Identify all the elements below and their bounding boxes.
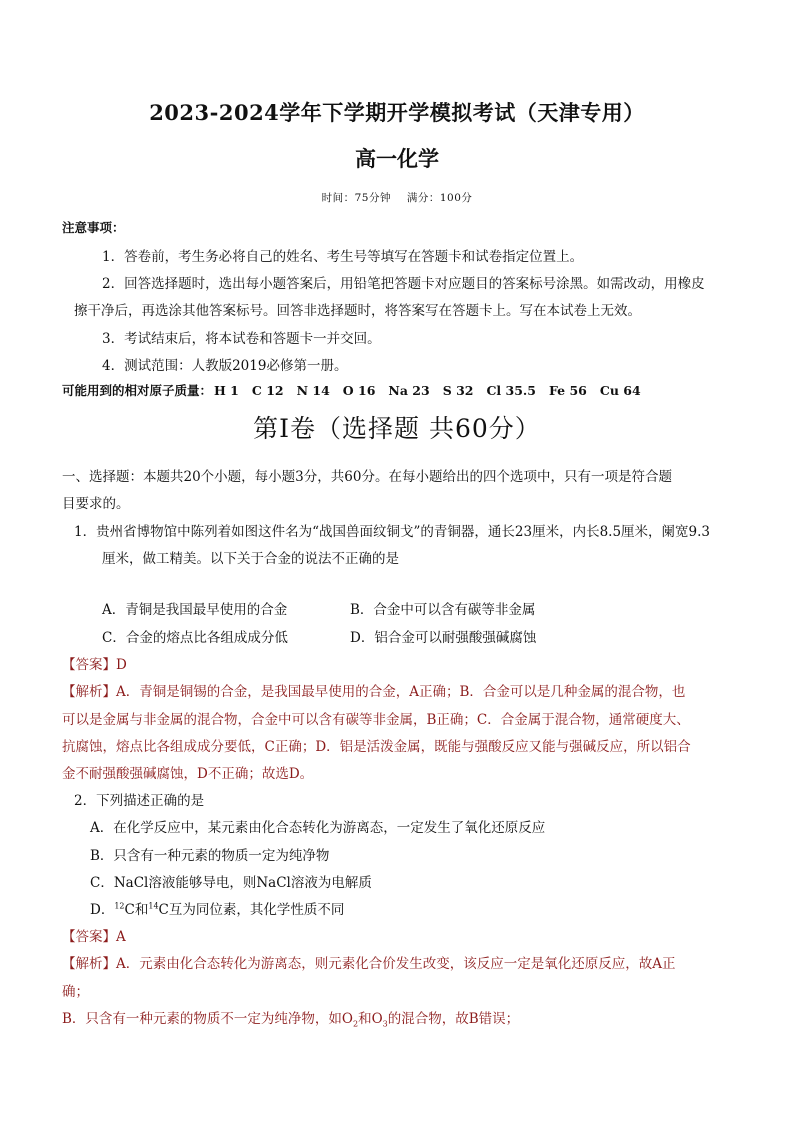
atomic-mass: H 1 [214,383,239,398]
q1-option-c: C．合金的熔点比各组成成分低 [102,630,288,646]
q1-answer: 【答案】D [62,657,127,673]
full-score: 满分：100分 [406,192,473,204]
q2-analysis: 【解析】A．元素由化合态转化为游离态，则元素化合价发生改变，该反应一定是氧化还原反应，故A正 [62,956,676,972]
time-limit: 时间：75分钟 [321,192,391,204]
atomic-mass: N 14 [296,383,330,398]
q2-analysis-text: 的混合物，故B错误； [387,1011,520,1027]
q2-option-d [90,898,344,918]
exam-subject: 高一化学 [355,146,439,171]
mass-number: 12 [114,901,125,911]
atomic-mass: Fe 56 [548,383,587,398]
q1-analysis: 【解析】A．青铜是铜锡的合金，是我国最早使用的合金，A正确；B．合金可以是几种金属的混合物，也 [62,684,686,700]
section-title: 第Ⅰ卷（选择题 共60分） [253,414,541,443]
atomic-mass: C 12 [251,383,284,398]
notice-item: 4．测试范围：人教版2019必修第一册。 [102,358,348,374]
q2-answer: 【答案】A [62,929,126,945]
q2-analysis: 确； [62,984,89,1000]
q2-analysis-b [62,1007,519,1027]
q2-analysis-text: 和O [358,1011,383,1027]
q1-analysis: 可以是金属与非金属的混合物，合金中可以含有碳等非金属，B正确；C．合金属于混合物，通常硬度大、 [62,712,690,728]
q2-option-a: A．在化学反应中，某元素由化合态转化为游离态，一定发生了氧化还原反应 [90,820,546,836]
q1-analysis: 金不耐强酸强碱腐蚀，D不正确；故选D。 [62,766,314,782]
atomic-masses-label: 可能用到的相对原子质量： [62,383,213,398]
notice-item: 擦干净后，再选涂其他答案标号。回答非选择题时，将答案写在答题卡上。写在本试卷上无效。 [74,303,641,319]
atomic-mass: Cl 35.5 [486,383,536,398]
exam-meta [0,190,794,205]
notice-item: 3．考试结束后，将本试卷和答题卡一并交回。 [102,331,381,347]
atomic-mass: Na 23 [388,383,430,398]
atomic-masses [62,381,654,399]
atomic-mass: O 16 [342,383,376,398]
atomic-mass: Cu 64 [599,383,641,398]
q1-analysis: 抗腐蚀，熔点比各组成成分要低，C正确；D．铝是活泼金属，既能与强酸反应又能与强碱反应，所以铝合 [62,739,691,755]
q2-option-b: B．只含有一种元素的物质一定为纯净物 [90,848,330,864]
q2-option-d-text: C互为同位素，其化学性质不同 [158,902,345,918]
section-instructions: 一、选择题：本题共20个小题，每小题3分，共60分。在每小题给出的四个选项中，只有一项是符合题 [62,469,672,485]
question-1-stem: 厘米，做工精美。以下关于合金的说法不正确的是 [102,551,399,567]
notice-item: 2．回答选择题时，选出每小题答案后，用铅笔把答题卡对应题目的答案标号涂黑。如需改动，用橡皮 [102,276,705,292]
q1-option-a: A．青铜是我国最早使用的合金 [102,602,288,618]
mass-number: 14 [148,901,159,911]
q2-analysis-text: B．只含有一种元素的物质不一定为纯净物，如O [62,1011,353,1027]
question-2-stem: 2．下列描述正确的是 [74,793,205,809]
exam-title: 2023-2024学年下学期开学模拟考试（天津专用） [149,100,645,125]
section-instructions: 目要求的。 [62,496,130,512]
q1-option-b: B．合金中可以含有碳等非金属 [350,602,536,618]
notice-heading: 注意事项： [62,220,125,235]
q2-option-d-text: C和 [124,902,149,918]
question-1-stem: 1．贵州省博物馆中陈列着如图这件名为“战国兽面纹铜戈”的青铜器，通长23厘米，内长8.5厘米，阑宽9.3 [74,524,711,540]
q2-option-c: C．NaCl溶液能够导电，则NaCl溶液为电解质 [90,875,372,891]
notice-item: 1．答卷前，考生务必将自己的姓名、考生号等填写在答题卡和试卷指定位置上。 [102,249,584,265]
subscript: 3 [382,1019,388,1029]
atomic-mass: S 32 [442,383,474,398]
q2-option-d-prefix: D． [90,902,115,918]
subscript: 2 [353,1019,359,1029]
q1-option-d: D．铝合金可以耐强酸强碱腐蚀 [350,630,537,646]
